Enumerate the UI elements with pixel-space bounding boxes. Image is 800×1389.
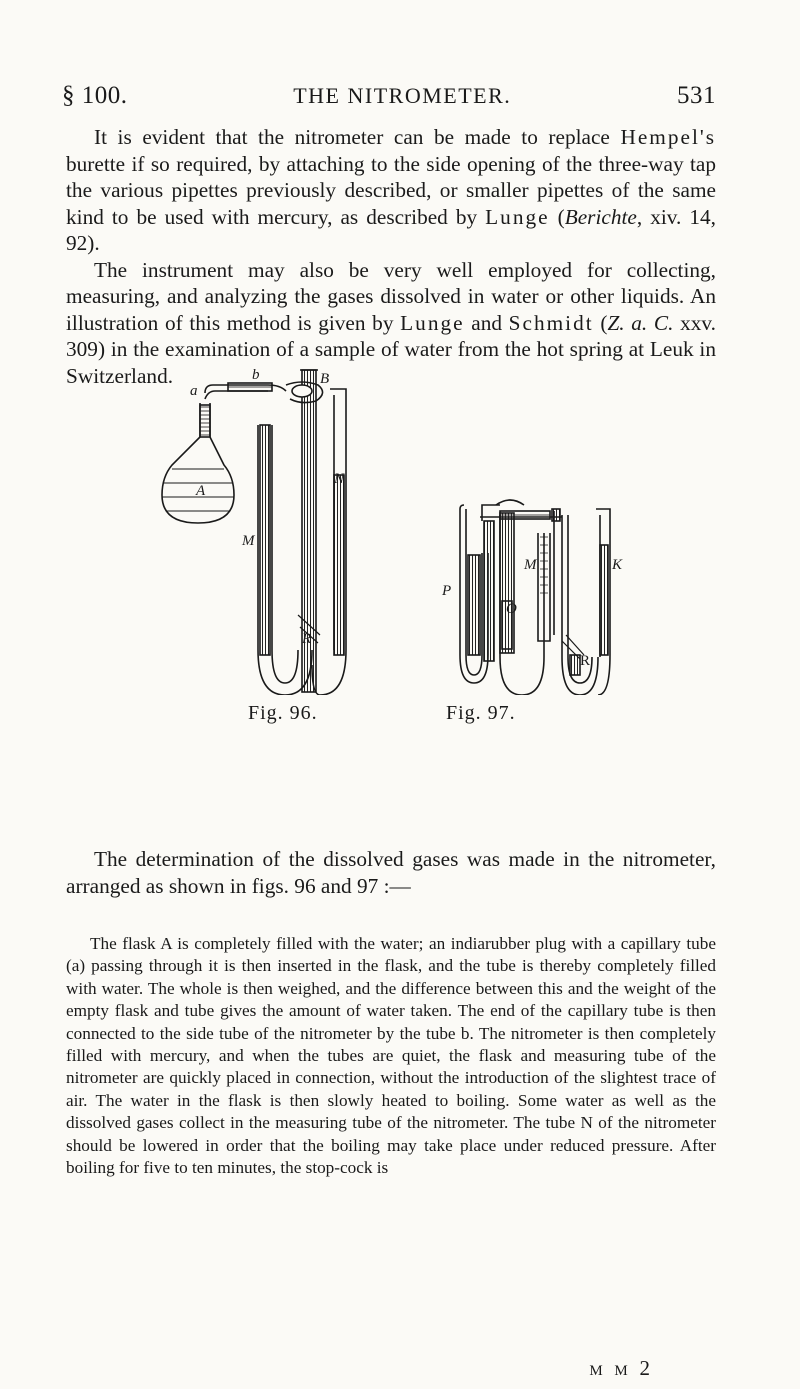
fig96-label-b-upper: B: [320, 371, 330, 387]
fig97-label-o: O: [506, 601, 517, 617]
running-title: THE NITROMETER.: [293, 83, 512, 108]
paragraph-hempel: It is evident that the nitrometer can be made to replace Hempel's burette if so required, by attaching to the side opening of the three-way tap the various pipettes previously described, or smaller pipettes of the same kind to be used with mercury, as described by Lunge (Berichte, xiv. 14, 92).: [66, 125, 717, 255]
method-description: The flask A is completely filled with the water; an indiarubber plug with a capillary tube (a) passing through it is then inserted in the flask, and the tube is thereby completely filled with water. The whole is then weighed, and the difference between this and the weight of the empty flask and tube gives the amount of water taken. The end of the capillary tube is then connected to the side tube of the nitrometer by the tube b. The nitrometer is then completely filled with mercury, and when the tubes are quiet, the flask and measuring tube of the nitrometer are quickly placed in connection, without the introduction of the slightest trace of air. The water in the flask is then slowly heated to boiling. Some water as well as the dissolved gases collect in the measuring tube of the nitrometer. The tube N of the nitrometer should be lowered in order that the boiling may take place under reduced pressure. After boiling for five to ten minutes, the stop-cock is: [66, 934, 716, 1178]
fig97-label-p: P: [442, 583, 452, 599]
fig96-caption: Fig. 96.: [248, 702, 318, 724]
fig97-caption: Fig. 97.: [446, 702, 516, 724]
fig96-label-b-lower: b: [252, 367, 260, 383]
figures-area: [150, 365, 710, 695]
fig97-label-m: M: [524, 557, 537, 573]
fig96-label-n: N: [334, 471, 345, 487]
signature-mark: M M 2: [589, 1356, 650, 1380]
fig96-label-r: R: [302, 631, 312, 647]
fig96-label-m: M: [242, 533, 255, 549]
fig97-label-k: K: [612, 557, 623, 573]
fig96-label-flask: A: [196, 483, 206, 499]
fig96-label-a: a: [190, 383, 198, 399]
page-number: 531: [677, 82, 716, 109]
paragraph-dissolved-gases: The instrument may also be very well employed for collecting, measuring, and analyzing the gases dissolved in water or other liquids. An illustration of this method is given by Lunge and Schmidt (Z. a. C. xxv. 309) in the examination of a sample of water from the hot spring at Leuk in Switzerland.: [66, 257, 717, 388]
section-number: § 100.: [62, 82, 128, 109]
intro-to-method: The determination of the dissolved gases was made in the nitrometer, arranged as shown in figs. 96 and 97 :—: [66, 847, 716, 898]
running-header: [62, 82, 716, 116]
fig97-label-r: R: [580, 653, 591, 669]
main-text: [66, 124, 716, 389]
nitrometer-illustrations: [150, 365, 710, 695]
